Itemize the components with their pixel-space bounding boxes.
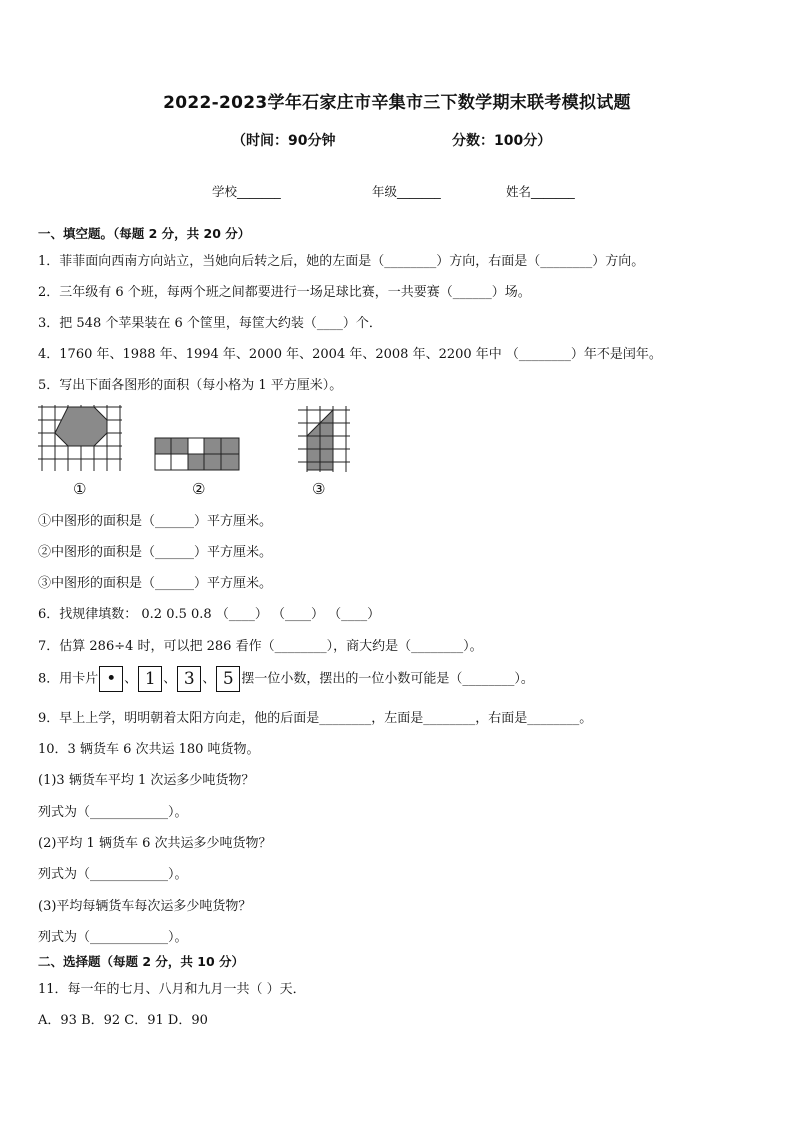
- figure-2-label: ②: [192, 480, 206, 498]
- figure-3-label: ③: [312, 480, 326, 498]
- card-separator: 、: [202, 671, 216, 687]
- question-11: 11．每一年的七月、八月和九月一共（ ）天．: [38, 982, 306, 997]
- question-10: 10．3 辆货车 6 次共运 180 吨货物。: [38, 742, 260, 757]
- question-5-answer-2: ②中图形的面积是（______）平方厘米。: [38, 545, 273, 560]
- card-3: 3: [177, 666, 201, 692]
- question-11-options: A．93 B．92 C．91 D．90: [38, 1013, 208, 1028]
- question-8-prefix: 8．用卡片: [38, 671, 99, 687]
- question-10-part-3-answer: 列式为（____________）。: [38, 930, 188, 945]
- question-8-suffix: 摆一位小数，摆出的一位小数可能是（________）。: [241, 671, 534, 687]
- question-10-part-2-answer: 列式为（____________）。: [38, 867, 188, 882]
- school-field: 学校_______: [212, 184, 281, 199]
- question-1: 1．菲菲面向西南方向站立，当她向后转之后，她的左面是（________）方向，右面是（________）方向。: [38, 254, 645, 269]
- question-5-answer-1: ①中图形的面积是（______）平方厘米。: [38, 514, 273, 529]
- question-6: 6．找规律填数： 0.2 0.5 0.8 （____） （____） （____）: [38, 607, 381, 622]
- figure-1-grid: [38, 403, 122, 473]
- figure-3-grid: [296, 406, 352, 472]
- card-5: 5: [216, 666, 240, 692]
- card-dot: •: [99, 666, 123, 692]
- question-9: 9．早上上学，明明朝着太阳方向走，他的后面是________，左面是________，右面是________。: [38, 711, 593, 726]
- name-field: 姓名_______: [506, 184, 575, 199]
- question-3: 3．把 548 个苹果装在 6 个筐里，每筐大约装（____）个．: [38, 316, 382, 331]
- question-5: 5．写出下面各图形的面积（每小格为 1 平方厘米）。: [38, 378, 343, 393]
- card-separator: 、: [124, 671, 138, 687]
- question-4: 4．1760 年、1988 年、1994 年、2000 年、2004 年、2008 年、2200 年中 （________）年不是闰年。: [38, 347, 662, 362]
- question-8: [38, 666, 534, 692]
- question-10-part-3: (3)平均每辆货车每次运多少吨货物？: [38, 899, 252, 914]
- question-5-answer-3: ③中图形的面积是（______）平方厘米。: [38, 576, 273, 591]
- page-title: 2022-2023学年石家庄市辛集市三下数学期末联考模拟试题: [163, 93, 631, 113]
- question-10-part-2: (2)平均 1 辆货车 6 次共运多少吨货物？: [38, 836, 272, 851]
- question-10-part-1: (1)3 辆货车平均 1 次运多少吨货物？: [38, 773, 255, 788]
- time-label: （时间：90分钟: [232, 133, 336, 149]
- question-2: 2．三年级有 6 个班，每两个班之间都要进行一场足球比赛，一共要赛（______）场。: [38, 285, 531, 300]
- question-10-part-1-answer: 列式为（____________）。: [38, 805, 188, 820]
- card-separator: 、: [163, 671, 177, 687]
- score-label: 分数：100分）: [452, 133, 552, 149]
- section-1-heading: 一、填空题。（每题 2 分，共 20 分）: [38, 226, 251, 241]
- figure-1-label: ①: [73, 480, 87, 498]
- figure-2-grid: [153, 436, 243, 472]
- grade-field: 年级_______: [372, 184, 441, 199]
- question-7: 7．估算 286÷4 时，可以把 286 看作（________），商大约是（________）。: [38, 639, 483, 654]
- section-2-heading: 二、选择题（每题 2 分，共 10 分）: [38, 954, 245, 969]
- card-1: 1: [138, 666, 162, 692]
